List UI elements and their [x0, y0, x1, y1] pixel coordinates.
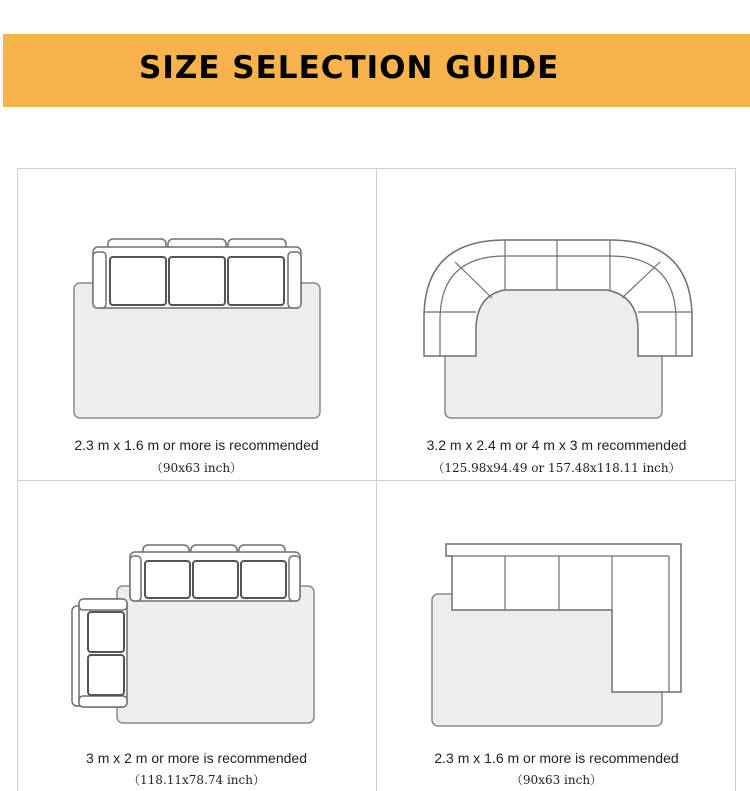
panel-4-caption: 2.3 m x 1.6 m or more is recommended [434, 750, 679, 766]
panel-4-subcaption: （90x63 inch） [510, 773, 603, 787]
panel-3-caption: 3 m x 2 m or more is recommended [86, 750, 307, 766]
panel-2-subcaption: （125.98x94.49 or 157.48x118.11 inch） [432, 461, 681, 475]
panel-1-subcaption: （90x63 inch） [150, 461, 243, 475]
panel-3-subcaption: （118.11x78.74 inch） [128, 773, 265, 787]
panel-1-caption: 2.3 m x 1.6 m or more is recommended [74, 437, 319, 453]
panel-2-caption: 3.2 m x 2.4 m or 4 m x 3 m recommended [426, 437, 687, 453]
page-title: SIZE SELECTION GUIDE [139, 50, 560, 86]
